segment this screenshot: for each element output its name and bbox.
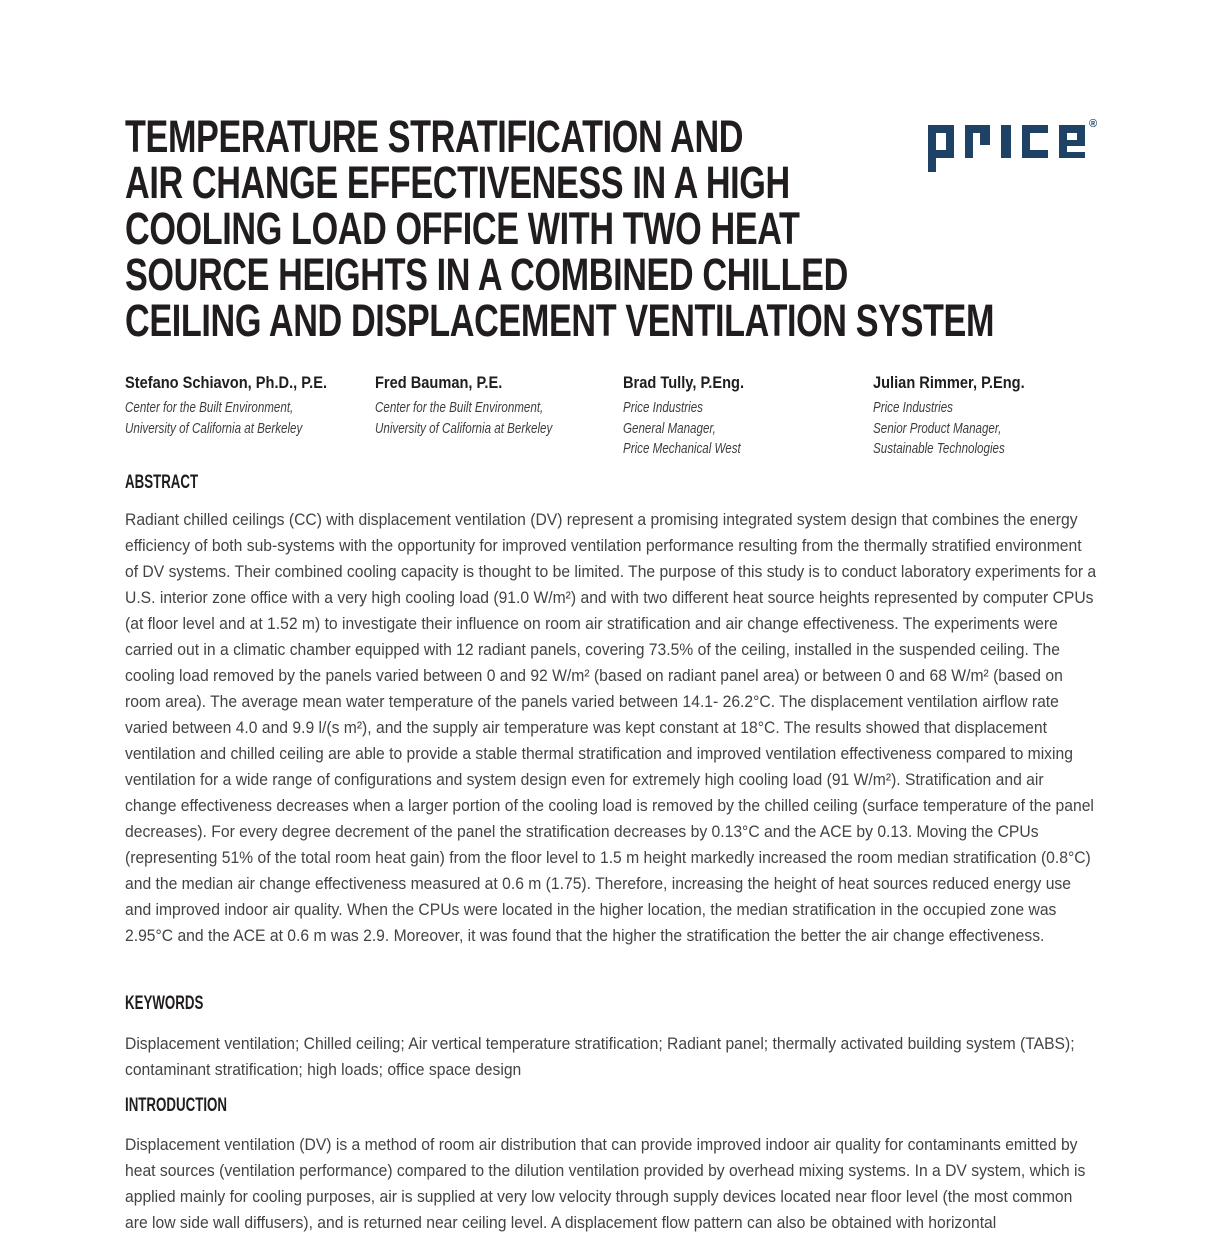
abstract-heading: ABSTRACT (125, 472, 199, 493)
author-affiliation (623, 398, 823, 460)
price-logo-icon (928, 125, 1085, 172)
affiliation-line: General Manager, (623, 420, 716, 437)
author-column (125, 373, 375, 460)
author-column (873, 373, 1113, 460)
author-name: Julian Rimmer, P.Eng. (873, 373, 1025, 392)
registered-trademark-icon: ® (1089, 118, 1098, 130)
author-column (375, 373, 623, 460)
introduction-paragraph: Displacement ventilation (DV) is a method of room air distribution that can provide improved indoor air quality for contaminants emitted by heat sources (ventilation performance) compared to the dilution ventilation provided by overhead mixing systems. In a DV system, which is applied mainly for cooling purposes, air is supplied at very low velocity through supply devices located near floor level (the most common are low side wall diffusers), and is returned near ceiling level. A displacement flow pattern can also be obtained with horizontal (125, 1135, 1086, 1232)
author-column (623, 373, 873, 460)
author-name: Brad Tully, P.Eng. (623, 373, 745, 392)
affiliation-line: Senior Product Manager, (873, 420, 1002, 437)
author-name: Stefano Schiavon, Ph.D., P.E. (125, 373, 328, 392)
affiliation-line: Price Industries (623, 400, 703, 416)
keywords-heading: KEYWORDS (125, 993, 204, 1014)
paper-title-line: TEMPERATURE STRATIFICATION AND (125, 111, 744, 162)
affiliation-line: Price Mechanical West (623, 441, 741, 457)
author-affiliation (375, 398, 573, 439)
paper-title-line: CEILING AND DISPLACEMENT VENTILATION SYSTEM (125, 295, 995, 346)
affiliation-line: Price Industries (873, 400, 953, 416)
paper-title-line: SOURCE HEIGHTS IN A COMBINED CHILLED (125, 249, 848, 300)
paper-title (125, 111, 995, 346)
paper-title-line: COOLING LOAD OFFICE WITH TWO HEAT (125, 203, 800, 254)
author-affiliation (873, 398, 1065, 460)
paper-title-line: AIR CHANGE EFFECTIVENESS IN A HIGH (125, 157, 790, 208)
author-block (125, 373, 1135, 460)
affiliation-line: Sustainable Technologies (873, 441, 1005, 457)
introduction-heading: INTRODUCTION (125, 1095, 227, 1116)
author-name: Fred Bauman, P.E. (375, 373, 503, 392)
affiliation-line: University of California at Berkeley (375, 420, 553, 437)
affiliation-line: Center for the Built Environment, (125, 400, 294, 416)
affiliation-line: University of California at Berkeley (125, 420, 303, 437)
abstract-paragraph: Radiant chilled ceilings (CC) with displacement ventilation (DV) represent a promising integrated system design that combines the energy efficiency of both sub-systems with the opportunity for improved ventilation performance resulting from the thermally stratified environment of DV systems. Their combined cooling capacity is thought to be limited. The purpose of this study is to conduct laboratory experiments for a U.S. interior zone office with a very high cooling load (91.0 W/m²) and with two different heat source heights represented by computer CPUs (at floor level and at 1.52 m) to investigate their influence on room air stratification and air change effectiveness. The experiments were carried out in a climatic chamber equipped with 12 radiant panels, covering 73.5% of the ceiling, installed in the suspended ceiling. The cooling load removed by the panels varied between 0 and 92 W/m² (based on radiant panel area) or between 0 and 68 W/m² (based on room area). The average mean water temperature of the panels varied between 14.1- 26.2°C. The displacement ventilation airflow rate varied between 4.0 and 9.9 l/(s m²), and the supply air temperature was kept constant at 18°C. The results showed that displacement ventilation and chilled ceiling are able to provide a stable thermal stratification and improved ventilation effectiveness compared to mixing ventilation for a wide range of configurations and system design even for extremely high cooling load (91 W/m²). Stratification and air change effectiveness decreases when a larger portion of the cooling load is removed by the chilled ceiling (surface temperature of the panel decreases). For every degree decrement of the panel the stratification decreases by 0.13°C and the ACE by 0.13. Moving the CPUs (representing 51% of the total room heat gain) from the floor level to 1.5 m height markedly increased the room median stratification (0.8°C) and the median air change effectiveness measured at 0.6 m (1.75). Therefore, increasing the height of heat sources reduced energy use and improved indoor air quality. When the CPUs were located in the higher location, the median stratification in the occupied zone was 2.95°C and the ACE at 0.6 m was 2.9. Moreover, it was found that the higher the stratification the better the air change effectiveness. (125, 510, 1097, 945)
affiliation-line: Center for the Built Environment, (375, 400, 544, 416)
keywords-paragraph: Displacement ventilation; Chilled ceiling; Air vertical temperature stratification; Radiant panel; thermally activated building system (TABS); contaminant stratification; high loads; office space design (125, 1034, 1075, 1079)
price-logo (928, 118, 1098, 175)
author-affiliation (125, 398, 325, 439)
